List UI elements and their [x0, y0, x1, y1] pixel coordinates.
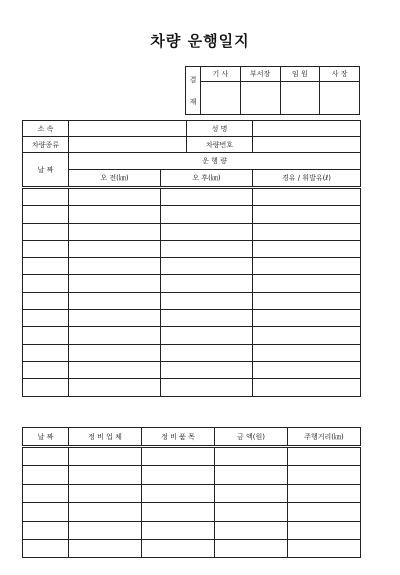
table-row	[23, 188, 361, 206]
repair-date-cell[interactable]	[23, 447, 69, 466]
am-cell[interactable]	[69, 258, 161, 275]
repair-amount-cell[interactable]	[215, 447, 288, 466]
repair-item-cell[interactable]	[142, 539, 215, 557]
table-row	[23, 310, 361, 327]
repair-amount-cell[interactable]	[215, 503, 288, 521]
am-cell[interactable]	[69, 310, 161, 327]
vehicle-no-label: 차량번호	[187, 137, 253, 153]
vehicle-type-label: 차량종류	[23, 137, 69, 153]
repair-amount-cell[interactable]	[215, 466, 288, 484]
table-row	[23, 258, 361, 275]
approval-col-driver: 기 사	[201, 67, 241, 82]
repair-item-cell[interactable]	[142, 447, 215, 466]
repair-item-cell[interactable]	[142, 521, 215, 539]
am-cell[interactable]	[69, 379, 161, 396]
repair-shop-cell[interactable]	[69, 539, 142, 557]
date-cell[interactable]	[23, 240, 69, 257]
approval-col-executive: 임 원	[280, 67, 320, 82]
approval-table	[185, 66, 360, 115]
date-cell[interactable]	[23, 275, 69, 292]
approval-sign-executive[interactable]	[280, 82, 320, 115]
dept-field[interactable]	[69, 121, 187, 137]
table-row	[23, 447, 361, 466]
repair-mileage-cell[interactable]	[288, 466, 361, 484]
pm-cell[interactable]	[161, 292, 253, 309]
am-cell[interactable]	[69, 361, 161, 378]
date-cell[interactable]	[23, 344, 69, 361]
date-cell[interactable]	[23, 379, 69, 396]
table-row	[23, 521, 361, 539]
approval-sign-president[interactable]	[320, 82, 360, 115]
repair-amount-header: 금 액(원)	[215, 428, 288, 447]
am-cell[interactable]	[69, 344, 161, 361]
am-cell[interactable]	[69, 188, 161, 206]
table-row	[23, 484, 361, 502]
pm-cell[interactable]	[161, 188, 253, 206]
repair-amount-cell[interactable]	[215, 484, 288, 502]
table-row	[23, 275, 361, 292]
pm-cell[interactable]	[161, 223, 253, 240]
repair-item-cell[interactable]	[142, 503, 215, 521]
table-row	[23, 361, 361, 378]
repair-mileage-cell[interactable]	[288, 484, 361, 502]
fuel-cell[interactable]	[253, 258, 361, 275]
name-label: 성 명	[187, 121, 253, 137]
repair-shop-cell[interactable]	[69, 466, 142, 484]
repair-date-cell[interactable]	[23, 521, 69, 539]
repair-mileage-header: 주행거리(㎞)	[288, 428, 361, 447]
approval-sign-dept-head[interactable]	[240, 82, 280, 115]
table-row	[23, 206, 361, 223]
repair-shop-cell[interactable]	[69, 447, 142, 466]
repair-date-cell[interactable]	[23, 539, 69, 557]
fuel-cell[interactable]	[253, 379, 361, 396]
repair-shop-cell[interactable]	[69, 521, 142, 539]
approval-side-bottom: 재	[189, 97, 197, 106]
date-cell[interactable]	[23, 206, 69, 223]
date-cell[interactable]	[23, 310, 69, 327]
fuel-cell[interactable]	[253, 292, 361, 309]
table-row	[23, 223, 361, 240]
approval-col-dept-head: 부서장	[240, 67, 280, 82]
vehicle-no-field[interactable]	[253, 137, 361, 153]
pm-header: 오 후(㎞)	[161, 170, 253, 188]
page-title: 차량 운행일지	[150, 32, 250, 50]
repair-date-header: 날 짜	[23, 428, 69, 447]
fuel-cell[interactable]	[253, 310, 361, 327]
repair-date-cell[interactable]	[23, 484, 69, 502]
fuel-cell[interactable]	[253, 223, 361, 240]
table-row	[23, 327, 361, 344]
fuel-cell[interactable]	[253, 361, 361, 378]
pm-cell[interactable]	[161, 310, 253, 327]
repair-mileage-cell[interactable]	[288, 503, 361, 521]
table-row	[23, 240, 361, 257]
operation-header: 운 행 량	[69, 153, 361, 170]
date-cell[interactable]	[23, 188, 69, 206]
repair-shop-cell[interactable]	[69, 503, 142, 521]
am-cell[interactable]	[69, 240, 161, 257]
vehicle-log-table	[22, 120, 361, 397]
vehicle-type-field[interactable]	[69, 137, 187, 153]
am-header: 오 전(㎞)	[69, 170, 161, 188]
maintenance-table	[22, 427, 361, 558]
am-cell[interactable]	[69, 206, 161, 223]
date-cell[interactable]	[23, 327, 69, 344]
dept-label: 소 속	[23, 121, 69, 137]
repair-item-cell[interactable]	[142, 484, 215, 502]
date-cell[interactable]	[23, 292, 69, 309]
fuel-cell[interactable]	[253, 240, 361, 257]
repair-item-cell[interactable]	[142, 466, 215, 484]
repair-shop-cell[interactable]	[69, 484, 142, 502]
pm-cell[interactable]	[161, 344, 253, 361]
fuel-cell[interactable]	[253, 327, 361, 344]
name-field[interactable]	[253, 121, 361, 137]
date-header: 날 짜	[23, 153, 69, 188]
approval-side-top: 결	[189, 75, 197, 84]
date-cell[interactable]	[23, 223, 69, 240]
table-row	[23, 539, 361, 557]
pm-cell[interactable]	[161, 379, 253, 396]
table-row	[23, 344, 361, 361]
fuel-cell[interactable]	[253, 275, 361, 292]
table-row	[23, 379, 361, 396]
am-cell[interactable]	[69, 292, 161, 309]
table-row	[23, 292, 361, 309]
table-row	[23, 466, 361, 484]
repair-date-cell[interactable]	[23, 503, 69, 521]
pm-cell[interactable]	[161, 361, 253, 378]
repair-amount-cell[interactable]	[215, 539, 288, 557]
pm-cell[interactable]	[161, 327, 253, 344]
repair-shop-header: 정 비 업 체	[69, 428, 142, 447]
pm-cell[interactable]	[161, 206, 253, 223]
pm-cell[interactable]	[161, 258, 253, 275]
date-cell[interactable]	[23, 361, 69, 378]
repair-item-header: 정 비 품 목	[142, 428, 215, 447]
repair-date-cell[interactable]	[23, 466, 69, 484]
approval-sign-driver[interactable]	[201, 82, 241, 115]
fuel-header: 경유 / 휘발유(ℓ)	[253, 170, 361, 188]
approval-side-label	[186, 67, 201, 115]
date-cell[interactable]	[23, 258, 69, 275]
approval-col-president: 사 장	[320, 67, 360, 82]
pm-cell[interactable]	[161, 275, 253, 292]
repair-amount-cell[interactable]	[215, 521, 288, 539]
repair-mileage-cell[interactable]	[288, 521, 361, 539]
repair-mileage-cell[interactable]	[288, 539, 361, 557]
pm-cell[interactable]	[161, 240, 253, 257]
am-cell[interactable]	[69, 327, 161, 344]
fuel-cell[interactable]	[253, 188, 361, 206]
table-row	[23, 503, 361, 521]
am-cell[interactable]	[69, 223, 161, 240]
fuel-cell[interactable]	[253, 344, 361, 361]
repair-mileage-cell[interactable]	[288, 447, 361, 466]
am-cell[interactable]	[69, 275, 161, 292]
fuel-cell[interactable]	[253, 206, 361, 223]
